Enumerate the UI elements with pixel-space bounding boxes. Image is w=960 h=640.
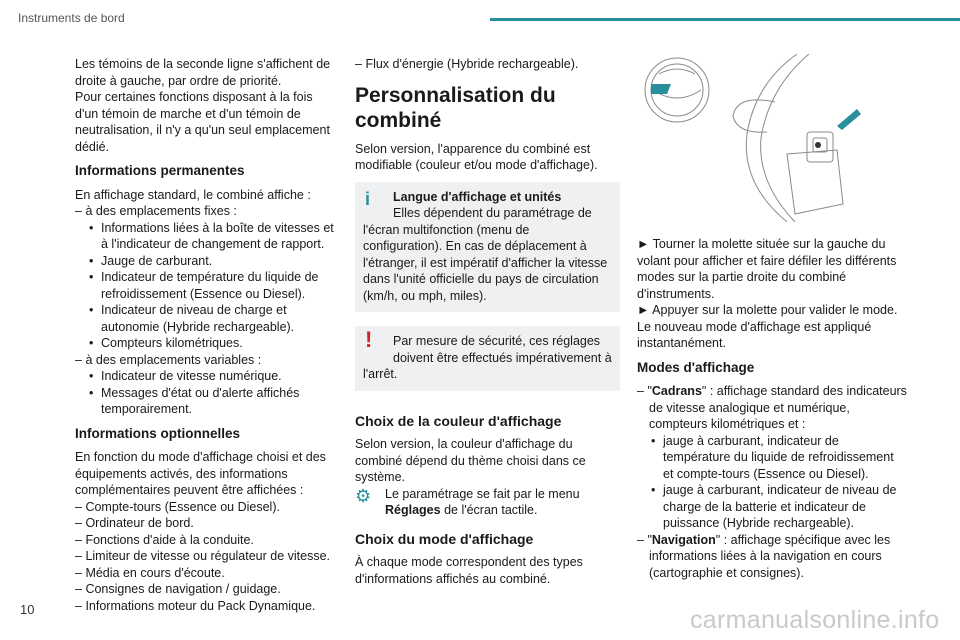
column-1 [75, 56, 337, 614]
warning-note-rest: l'arrêt. [363, 367, 398, 381]
mode-text: À chaque mode correspondent des types d'informations affichés au combiné. [355, 555, 583, 586]
warning-note-first: Par mesure de sécurité, ces réglages doivent être effectués impérativement à [393, 334, 612, 365]
info-note [355, 182, 620, 313]
cadrans-text: " : affichage standard des indicateurs de vitesse analogique et numérique, compteurs kilométriques et : [649, 384, 907, 431]
heading-personnalisation: Personnalisation du combiné [355, 83, 556, 132]
reglage-row [355, 486, 620, 519]
list-item: – Fonctions d'aide à la conduite. [75, 532, 337, 549]
page-number: 10 [20, 602, 35, 617]
list-item: • jauge à carburant, indicateur de température du liquide de refroidissement et compte-tours (Essence ou Diesel). [637, 433, 907, 483]
running-header: Instruments de bord [18, 11, 125, 25]
heading-couleur: Choix de la couleur d'affichage [355, 412, 562, 429]
reglage-text [385, 486, 580, 519]
warning-note [355, 326, 620, 391]
info-icon: i [365, 188, 371, 209]
navigation-text: " : affichage spécifique avec les informations liées à la navigation en cours (cartographie et consignes). [649, 532, 891, 580]
list-item: • Indicateur de température du liquide de refroidissement (Essence ou Diesel). [75, 269, 337, 302]
navigation-label: Navigation [651, 532, 716, 547]
list-item: – Limiteur de vitesse ou régulateur de vitesse. [75, 548, 337, 565]
opt-intro: En fonction du mode d'affichage choisi et des équipements activés, des informations complémentaires peuvent être affichées : [75, 450, 326, 497]
list-item: – Flux d'énergie (Hybride rechargeable). [355, 56, 620, 73]
fixed-label: – à des emplacements fixes : [75, 203, 337, 220]
steering-wheel-drawing [637, 54, 877, 222]
quote: " [647, 384, 652, 398]
list-item: • jauge à carburant, indicateur de niveau de charge de la batterie et indicateur de puissance (Hybride rechargeable). [637, 482, 907, 532]
list-item: • Informations liées à la boîte de vitesses et à l'indicateur de changement de rapport. [75, 220, 337, 253]
list-item: – Média en cours d'écoute. [75, 565, 337, 582]
reglage-post: de l'écran tactile. [440, 503, 538, 517]
list-item: – Ordinateur de bord. [75, 515, 337, 532]
column-3 [637, 56, 907, 581]
mode-cadrans [637, 383, 907, 433]
step-1: ► Tourner la molette située sur la gauche du volant pour afficher et faire défiler les différents modes sur la partie droite du combiné d'instruments. [637, 236, 907, 302]
list-item: • Indicateur de vitesse numérique. [75, 368, 337, 385]
intro-paragraph-1: Les témoins de la seconde ligne s'affichent de droite à gauche, par ordre de priorité. [75, 57, 331, 88]
quote: " [647, 532, 652, 547]
info-note-first-line: Elles dépendent du paramétrage de [393, 206, 592, 220]
gear-icon: ⚙ [355, 485, 372, 506]
steering-wheel-illustration [637, 54, 877, 222]
reglage-bold: Réglages [385, 503, 441, 517]
couleur-text: Selon version, la couleur d'affichage du combiné dépend du thème choisi dans ce système. [355, 437, 586, 484]
list-item: • Compteurs kilométriques. [75, 335, 337, 352]
perso-text: Selon version, l'apparence du combiné est modifiable (couleur et/ou mode d'affichage). [355, 141, 598, 172]
step-2: ► Appuyer sur la molette pour valider le mode. Le nouveau mode d'affichage est appliqué instantanément. [637, 302, 907, 352]
list-item: – Compte-tours (Essence ou Diesel). [75, 499, 337, 516]
list-item: • Indicateur de niveau de charge et autonomie (Hybride rechargeable). [75, 302, 337, 335]
heading-permanent-info: Informations permanentes [75, 163, 245, 178]
heading-modes: Modes d'affichage [637, 359, 755, 375]
info-note-title: Langue d'affichage et unités [393, 189, 562, 204]
mode-navigation [637, 532, 907, 582]
cadrans-label: Cadrans [651, 384, 702, 398]
heading-optional-info: Informations optionnelles [75, 425, 241, 441]
heading-mode: Choix du mode d'affichage [355, 530, 534, 547]
variable-label: – à des emplacements variables : [75, 352, 337, 369]
info-note-body: l'écran multifonction (menu de configuration). En cas de déplacement à l'étranger, il est impératif d'afficher la vitesse dans l'unité officielle du pays de circulation (km/h, ou mph, miles). [363, 222, 608, 303]
list-item: • Jauge de carburant. [75, 253, 337, 270]
list-item: • Messages d'état ou d'alerte affichés temporairement. [75, 385, 337, 418]
column-2 [355, 56, 620, 587]
intro-paragraph-2: Pour certaines fonctions disposant à la fois d'un témoin de marche et d'un témoin de neutralisation, il n'y a qu'un seul emplacement dédié. [75, 90, 330, 154]
reglage-pre: Le paramétrage se fait par le menu [385, 486, 580, 501]
watermark: carmanualsonline.info [690, 606, 940, 634]
list-item: – Consignes de navigation / guidage. [75, 581, 337, 598]
list-item: – Informations moteur du Pack Dynamique. [75, 598, 337, 615]
header-accent-bar [490, 18, 960, 21]
perm-intro: En affichage standard, le combiné affiche : [75, 187, 311, 202]
warning-icon: ! [365, 327, 373, 352]
